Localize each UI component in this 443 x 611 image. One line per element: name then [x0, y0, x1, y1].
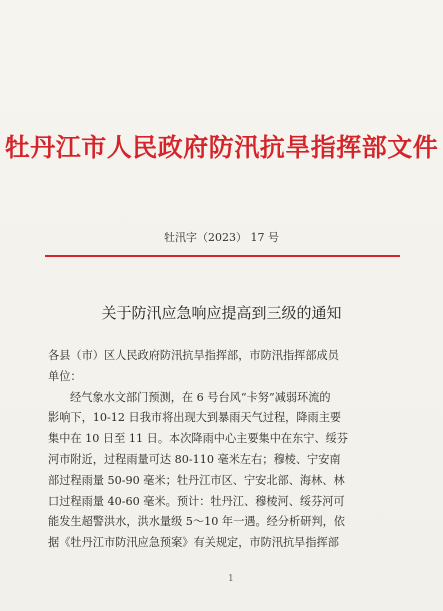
notice-body	[48, 346, 400, 554]
document-number: 牡汛字（2023） 17 号	[164, 231, 279, 244]
issuer-title: 牡丹江市人民政府防汛抗旱指挥部文件	[4, 133, 439, 162]
notice-title: 关于防汛应急响应提高到三级的通知	[101, 304, 342, 322]
body-line: 据《牡丹江市防汛应急预案》有关规定，市防汛抗旱指挥部	[48, 536, 339, 550]
body-line: 河市附近，过程雨量可达 80-110 毫米左右；穆棱、宁安南	[48, 452, 341, 466]
body-line: 单位：	[48, 369, 82, 383]
body-line: 集中在 10 日至 11 日。本次降雨中心主要集中在东宁、绥芬	[48, 432, 349, 446]
body-line: 能发生超警洪水，洪水量级 5～10 年一遇。经分析研判，依	[48, 515, 345, 529]
body-line: 部过程雨量 50-90 毫米；牡丹江市区、宁安北部、海林、林	[48, 473, 345, 487]
body-line: 经气象水文部门预测，在 6 号台风“卡努”减弱环流的	[70, 390, 331, 404]
body-line: 影响下，10-12 日我市将出现大到暴雨天气过程，降雨主要	[48, 411, 342, 425]
page-number: 1	[228, 574, 234, 584]
red-divider	[45, 255, 400, 257]
body-line: 各县（市）区人民政府防汛抗旱指挥部，市防汛指挥部成员	[48, 349, 339, 362]
body-line: 口过程雨量 40-60 毫米。预计：牡丹江、穆棱河、绥芬河可	[48, 494, 345, 508]
